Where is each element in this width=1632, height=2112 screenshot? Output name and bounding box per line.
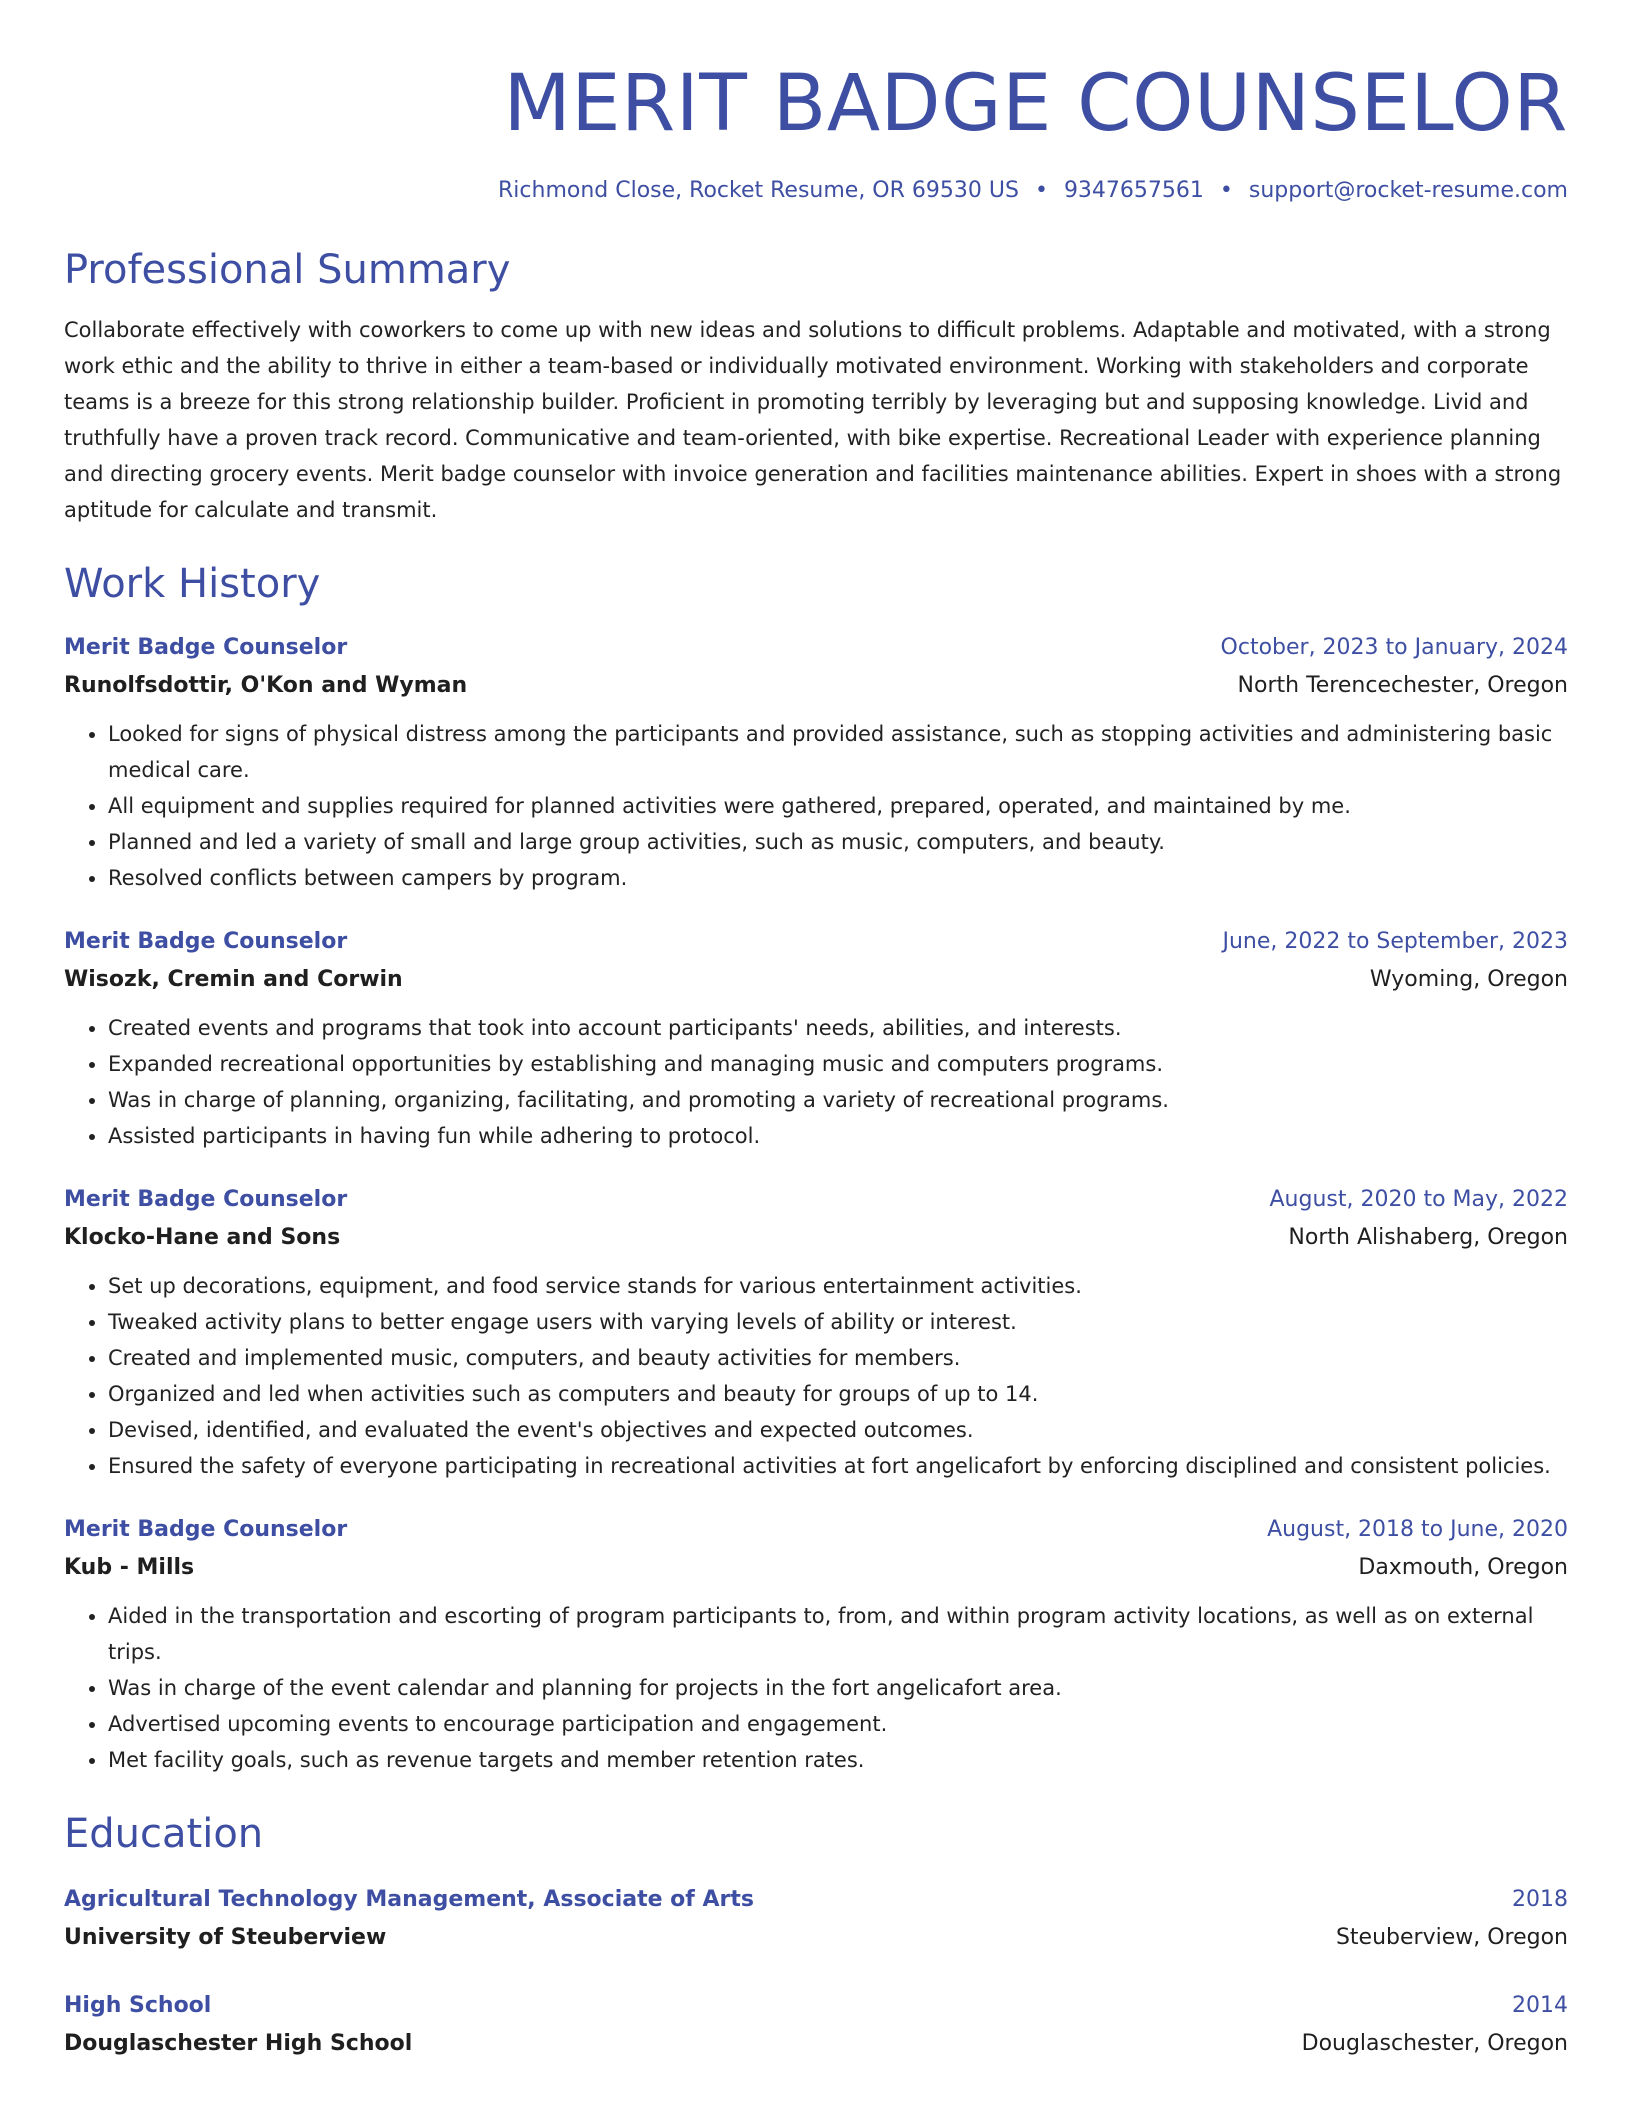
job-bullet: • Devised, identified, and evaluated the event's objectives and expected outcomes. [108,1412,1568,1448]
contact-phone: 9347657561 [1063,178,1204,203]
job-bullet: • Was in charge of planning, organizing, facilitating, and promoting a variety of recreational programs. [108,1082,1568,1118]
separator-dot: • [1034,178,1048,203]
education-degree: High School [64,1993,212,2018]
education-entry [64,1882,1568,1958]
job-entry [64,1182,1568,1484]
section-heading-summary: Professional Summary [64,247,511,293]
education-location: Steuberview, Oregon [1335,1925,1568,1950]
job-bullet: • Tweaked activity plans to better engage users with varying levels of ability or interest. [108,1304,1568,1340]
education-location: Douglaschester, Oregon [1301,2031,1568,2056]
contact-address: Richmond Close, Rocket Resume, OR 69530 US [498,178,1019,203]
job-title: Merit Badge Counselor [64,635,348,660]
section-heading-education: Education [64,1811,264,1857]
job-bullet: • Advertised upcoming events to encourage participation and engagement. [108,1706,1568,1742]
education-entry [64,1988,1568,2064]
job-bullet: • Organized and led when activities such as computers and beauty for groups of up to 14. [108,1376,1568,1412]
job-bullet: • Looked for signs of physical distress among the participants and provided assistance, such as stopping activities and administering basic medical care. [108,716,1568,788]
job-company: Runolfsdottir, O'Kon and Wyman [64,673,468,698]
education-degree: Agricultural Technology Management, Associate of Arts [64,1887,755,1912]
job-bullet: • Set up decorations, equipment, and food service stands for various entertainment activities. [108,1268,1568,1304]
job-bullet: • Expanded recreational opportunities by establishing and managing music and computers programs. [108,1046,1568,1082]
job-location: Daxmouth, Oregon [1358,1555,1568,1580]
contact-email[interactable]: support@rocket-resume.com [1248,178,1568,203]
job-bullet: • Ensured the safety of everyone participating in recreational activities at fort angelicafort by enforcing disciplined and consistent policies. [108,1448,1568,1484]
job-title: Merit Badge Counselor [64,929,348,954]
separator-dot: • [1219,178,1233,203]
job-company: Wisozk, Cremin and Corwin [64,967,403,992]
job-title: Merit Badge Counselor [64,1517,348,1542]
job-bullet: • Created and implemented music, computers, and beauty activities for members. [108,1340,1568,1376]
section-heading-work-history: Work History [64,561,321,607]
job-dates: June, 2022 to September, 2023 [1222,929,1568,954]
job-bullets [64,1010,1568,1154]
job-bullets [64,716,1568,896]
job-bullet: • Aided in the transportation and escorting of program participants to, from, and within program activity locations, as well as on external trips. [108,1598,1568,1670]
education-school: Douglaschester High School [64,2031,413,2056]
job-location: North Alishaberg, Oregon [1288,1225,1568,1250]
job-bullet: • Assisted participants in having fun while adhering to protocol. [108,1118,1568,1154]
summary-text: Collaborate effectively with coworkers to come up with new ideas and solutions to difficult problems. Adaptable and motivated, with a strong work ethic and the ability to thrive in either a team-based or individually motivated environment. Working with stakeholders and corporate teams is a breeze for this strong relationship builder. Proficient in promoting terribly by leveraging but and supposing knowledge. Livid and truthfully have a proven track record. Communicative and team-oriented, with bike expertise. Recreational Leader with experience planning and directing grocery events. Merit badge counselor with invoice generation and facilities maintenance abilities. Expert in shoes with a strong aptitude for calculate and transmit. [64,318,1562,522]
job-company: Kub - Mills [64,1555,195,1580]
job-bullets [64,1268,1568,1484]
job-bullet: • Met facility goals, such as revenue targets and member retention rates. [108,1742,1568,1778]
job-bullets [64,1598,1568,1778]
education-year: 2018 [1512,1887,1568,1912]
contact-line [64,176,1568,206]
education-year: 2014 [1512,1993,1568,2018]
job-bullet: • Resolved conflicts between campers by program. [108,860,1568,896]
job-location: North Terencechester, Oregon [1237,673,1568,698]
job-title: Merit Badge Counselor [64,1187,348,1212]
job-bullet: • Created events and programs that took into account participants' needs, abilities, and interests. [108,1010,1568,1046]
job-dates: August, 2018 to June, 2020 [1267,1517,1568,1542]
job-bullet: • All equipment and supplies required for planned activities were gathered, prepared, operated, and maintained by me. [108,788,1568,824]
job-location: Wyoming, Oregon [1369,967,1568,992]
job-entry [64,1512,1568,1778]
job-company: Klocko-Hane and Sons [64,1225,341,1250]
job-bullet: • Planned and led a variety of small and large group activities, such as music, computers, and beauty. [108,824,1568,860]
resume-title: MERIT BADGE COUNSELOR [503,59,1568,149]
job-entry [64,924,1568,1154]
job-dates: August, 2020 to May, 2022 [1269,1187,1568,1212]
job-dates: October, 2023 to January, 2024 [1220,635,1568,660]
job-bullet: • Was in charge of the event calendar and planning for projects in the fort angelicafort area. [108,1670,1568,1706]
education-school: University of Steuberview [64,1925,387,1950]
job-entry [64,630,1568,896]
